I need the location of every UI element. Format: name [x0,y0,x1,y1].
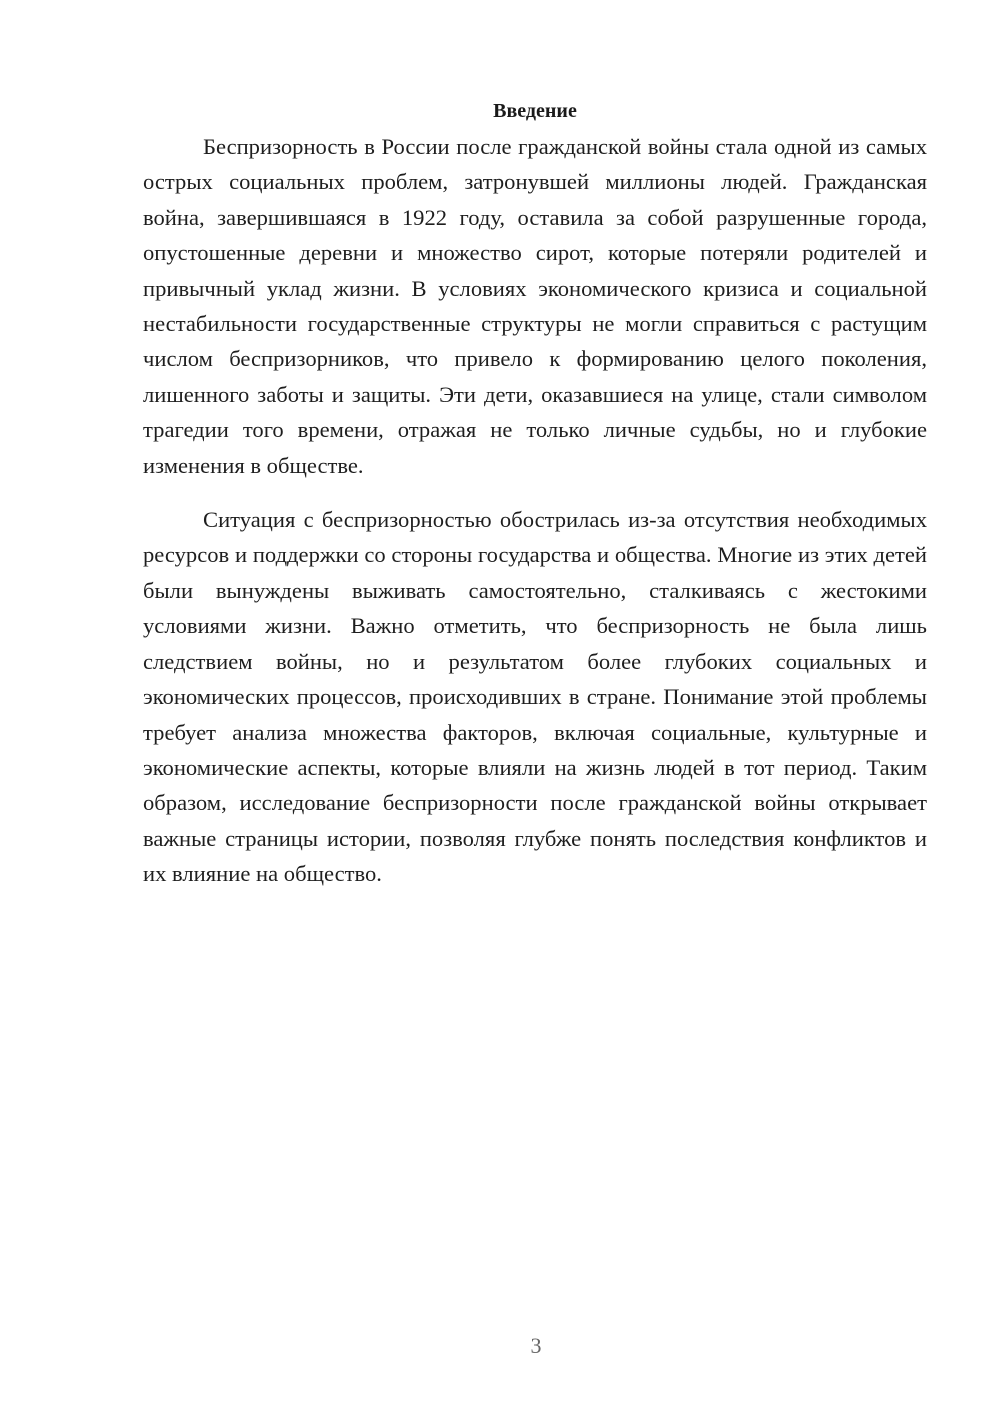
section-title: Введение [493,100,577,122]
page-content [143,93,927,892]
paragraph-2: Ситуация с беспризорностью обострилась из-за отсутствия необходимых ресурсов и поддержки со стороны государства и общества. Многие из этих детей были вынуждены выживать самостоятельно, сталкиваясь с жестокими условиями жизни. Важно отметить, что беспризорность не была лишь следствием войны, но и результатом более глубоких социальных и экономических процессов, происходивших в стране. Понимание этой проблемы требует анализа множества факторов, включая социальные, культурные и экономические аспекты, которые влияли на жизнь людей в тот период. Таким образом, исследование беспризорности после гражданской войны открывает важные страницы истории, позволяя глубже понять последствия конфликтов и их влияние на общество. [143,507,927,887]
paragraph-1: Беспризорность в России после гражданской войны стала одной из самых острых социальных проблем, затронувшей миллионы людей. Гражданская война, завершившаяся в 1922 году, оставила за собой разрушенные города, опустошенные деревни и множество сирот, которые потеряли родителей и привычный уклад жизни. В условиях экономического кризиса и социальной нестабильности государственные структуры не могли справиться с растущим числом беспризорников, что привело к формированию целого поколения, лишенного заботы и защиты. Эти дети, оказавшиеся на улице, стали символом трагедии того времени, отражая не только личные судьбы, но и глубокие изменения в обществе. [143,134,927,478]
page-number: 3 [530,1333,542,1358]
